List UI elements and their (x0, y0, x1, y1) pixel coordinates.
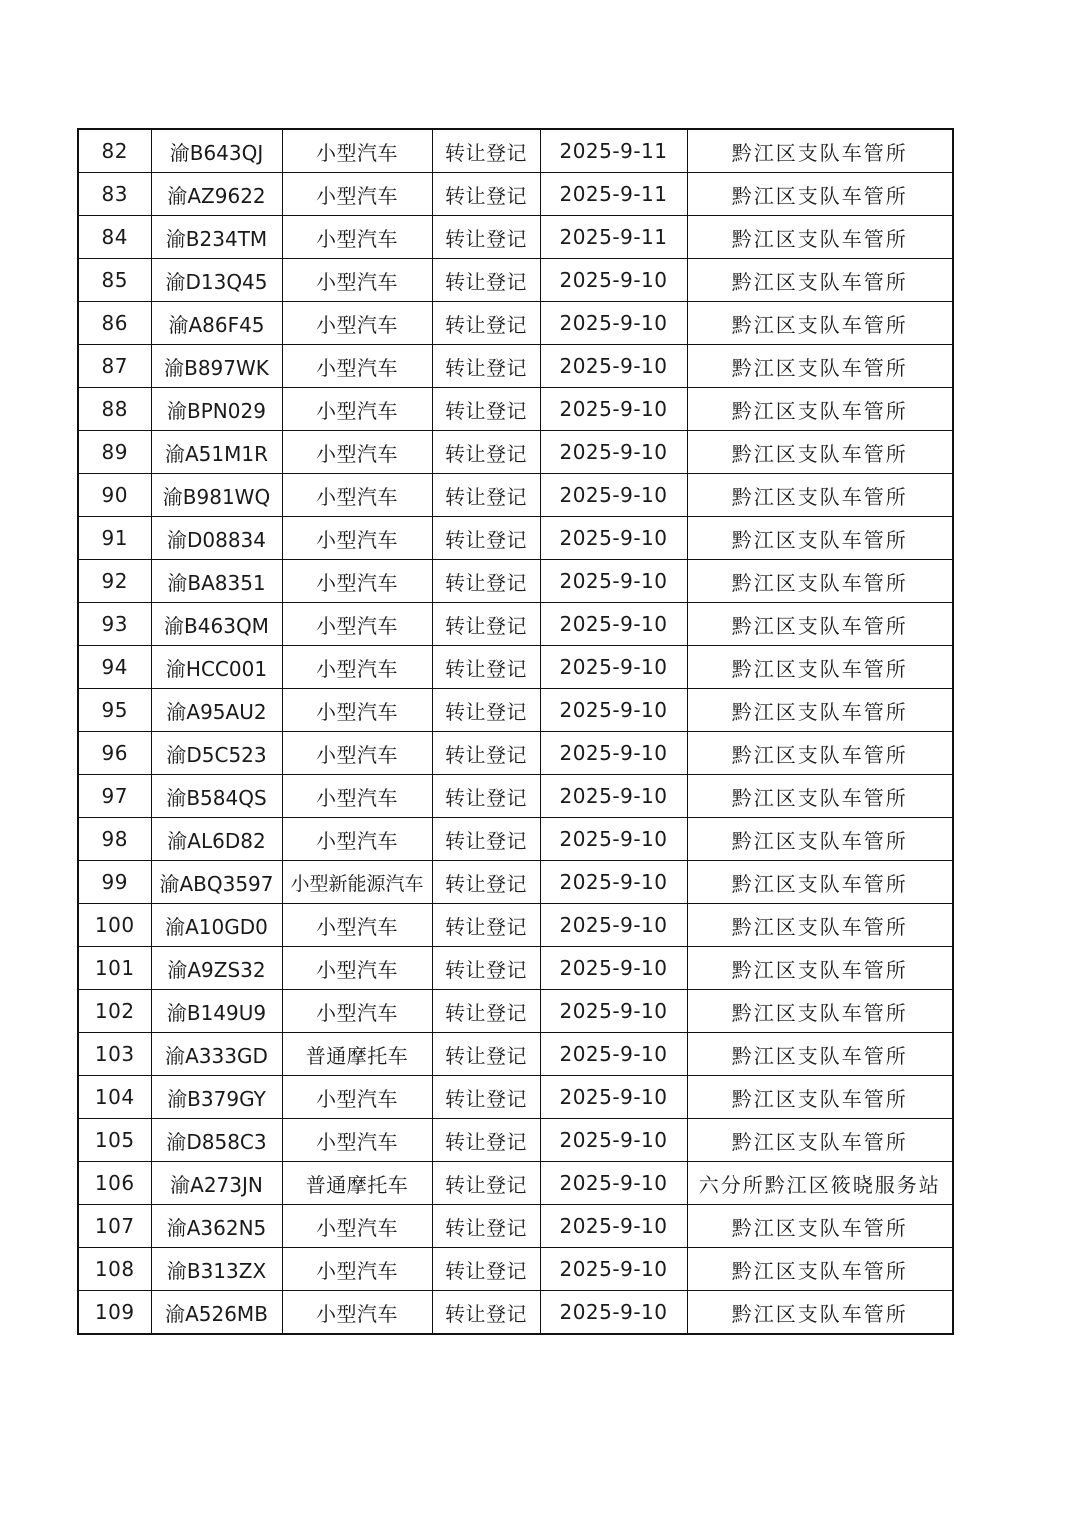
office-cell: 黔江区支队车管所 (687, 1119, 953, 1162)
business-type-cell: 转让登记 (432, 560, 540, 603)
business-type-cell: 转让登记 (432, 474, 540, 517)
date-cell: 2025-9-11 (540, 129, 687, 173)
office-cell: 黔江区支队车管所 (687, 861, 953, 904)
date-cell: 2025-9-10 (540, 732, 687, 775)
office-cell: 黔江区支队车管所 (687, 388, 953, 431)
table-row (78, 517, 953, 560)
office-cell: 黔江区支队车管所 (687, 302, 953, 345)
business-type-cell: 转让登记 (432, 1162, 540, 1205)
row-number-cell: 87 (78, 345, 151, 388)
date-cell: 2025-9-10 (540, 302, 687, 345)
plate-number-cell: 渝A95AU2 (151, 689, 282, 732)
plate-number-cell: 渝A51M1R (151, 431, 282, 474)
vehicle-type-cell: 小型汽车 (282, 947, 432, 990)
plate-number-cell: 渝D5C523 (151, 732, 282, 775)
plate-number-cell: 渝B897WK (151, 345, 282, 388)
business-type-cell: 转让登记 (432, 861, 540, 904)
plate-number-cell: 渝D858C3 (151, 1119, 282, 1162)
date-cell: 2025-9-11 (540, 173, 687, 216)
row-number-cell: 97 (78, 775, 151, 818)
table-row (78, 861, 953, 904)
table-row (78, 259, 953, 302)
row-number-cell: 88 (78, 388, 151, 431)
vehicle-type-cell: 小型汽车 (282, 603, 432, 646)
vehicle-type-cell: 小型汽车 (282, 345, 432, 388)
office-cell: 黔江区支队车管所 (687, 904, 953, 947)
vehicle-type-cell: 小型汽车 (282, 1119, 432, 1162)
office-cell: 黔江区支队车管所 (687, 474, 953, 517)
row-number-cell: 96 (78, 732, 151, 775)
date-cell: 2025-9-10 (540, 1119, 687, 1162)
plate-number-cell: 渝B981WQ (151, 474, 282, 517)
office-cell: 黔江区支队车管所 (687, 173, 953, 216)
plate-number-cell: 渝A86F45 (151, 302, 282, 345)
table-row (78, 302, 953, 345)
plate-number-cell: 渝HCC001 (151, 646, 282, 689)
business-type-cell: 转让登记 (432, 1248, 540, 1291)
date-cell: 2025-9-10 (540, 603, 687, 646)
business-type-cell: 转让登记 (432, 818, 540, 861)
plate-number-cell: 渝BA8351 (151, 560, 282, 603)
office-cell: 黔江区支队车管所 (687, 1076, 953, 1119)
row-number-cell: 82 (78, 129, 151, 173)
table-row (78, 129, 953, 173)
business-type-cell: 转让登记 (432, 216, 540, 259)
date-cell: 2025-9-10 (540, 947, 687, 990)
row-number-cell: 85 (78, 259, 151, 302)
table-row (78, 560, 953, 603)
business-type-cell: 转让登记 (432, 173, 540, 216)
office-cell: 黔江区支队车管所 (687, 775, 953, 818)
business-type-cell: 转让登记 (432, 259, 540, 302)
office-cell: 黔江区支队车管所 (687, 517, 953, 560)
table-row (78, 1162, 953, 1205)
office-cell: 黔江区支队车管所 (687, 1248, 953, 1291)
office-cell: 黔江区支队车管所 (687, 947, 953, 990)
office-cell: 黔江区支队车管所 (687, 646, 953, 689)
table-row (78, 216, 953, 259)
office-cell: 黔江区支队车管所 (687, 818, 953, 861)
office-cell: 黔江区支队车管所 (687, 1205, 953, 1248)
plate-number-cell: 渝A273JN (151, 1162, 282, 1205)
row-number-cell: 99 (78, 861, 151, 904)
date-cell: 2025-9-10 (540, 431, 687, 474)
row-number-cell: 105 (78, 1119, 151, 1162)
plate-number-cell: 渝B149U9 (151, 990, 282, 1033)
table-row (78, 775, 953, 818)
row-number-cell: 104 (78, 1076, 151, 1119)
vehicle-type-cell: 小型汽车 (282, 775, 432, 818)
registration-table (77, 128, 954, 1335)
business-type-cell: 转让登记 (432, 345, 540, 388)
date-cell: 2025-9-10 (540, 990, 687, 1033)
date-cell: 2025-9-10 (540, 560, 687, 603)
table-row (78, 689, 953, 732)
plate-number-cell: 渝B234TM (151, 216, 282, 259)
date-cell: 2025-9-10 (540, 388, 687, 431)
table-row (78, 1291, 953, 1335)
table-row (78, 345, 953, 388)
table-row (78, 1248, 953, 1291)
office-cell: 黔江区支队车管所 (687, 259, 953, 302)
row-number-cell: 90 (78, 474, 151, 517)
row-number-cell: 107 (78, 1205, 151, 1248)
vehicle-type-cell: 小型汽车 (282, 1205, 432, 1248)
date-cell: 2025-9-10 (540, 646, 687, 689)
business-type-cell: 转让登记 (432, 603, 540, 646)
vehicle-type-cell: 小型汽车 (282, 1248, 432, 1291)
row-number-cell: 86 (78, 302, 151, 345)
vehicle-type-cell: 小型汽车 (282, 818, 432, 861)
vehicle-type-cell: 小型汽车 (282, 1076, 432, 1119)
office-cell: 黔江区支队车管所 (687, 603, 953, 646)
date-cell: 2025-9-10 (540, 775, 687, 818)
row-number-cell: 102 (78, 990, 151, 1033)
row-number-cell: 91 (78, 517, 151, 560)
business-type-cell: 转让登记 (432, 1033, 540, 1076)
vehicle-type-cell: 小型汽车 (282, 474, 432, 517)
plate-number-cell: 渝AZ9622 (151, 173, 282, 216)
office-cell: 六分所黔江区筱晓服务站 (687, 1162, 953, 1205)
row-number-cell: 98 (78, 818, 151, 861)
row-number-cell: 101 (78, 947, 151, 990)
row-number-cell: 84 (78, 216, 151, 259)
row-number-cell: 109 (78, 1291, 151, 1335)
business-type-cell: 转让登记 (432, 1205, 540, 1248)
date-cell: 2025-9-10 (540, 474, 687, 517)
table-row (78, 904, 953, 947)
plate-number-cell: 渝B379GY (151, 1076, 282, 1119)
plate-number-cell: 渝D13Q45 (151, 259, 282, 302)
plate-number-cell: 渝BPN029 (151, 388, 282, 431)
date-cell: 2025-9-10 (540, 1291, 687, 1335)
plate-number-cell: 渝A10GD0 (151, 904, 282, 947)
date-cell: 2025-9-10 (540, 517, 687, 560)
office-cell: 黔江区支队车管所 (687, 560, 953, 603)
business-type-cell: 转让登记 (432, 775, 540, 818)
plate-number-cell: 渝B643QJ (151, 129, 282, 173)
office-cell: 黔江区支队车管所 (687, 1291, 953, 1335)
row-number-cell: 100 (78, 904, 151, 947)
business-type-cell: 转让登记 (432, 129, 540, 173)
plate-number-cell: 渝A362N5 (151, 1205, 282, 1248)
vehicle-type-cell: 小型汽车 (282, 990, 432, 1033)
plate-number-cell: 渝AL6D82 (151, 818, 282, 861)
table-row (78, 947, 953, 990)
business-type-cell: 转让登记 (432, 904, 540, 947)
vehicle-type-cell: 小型汽车 (282, 646, 432, 689)
date-cell: 2025-9-11 (540, 216, 687, 259)
date-cell: 2025-9-10 (540, 689, 687, 732)
business-type-cell: 转让登记 (432, 1291, 540, 1335)
plate-number-cell: 渝A9ZS32 (151, 947, 282, 990)
business-type-cell: 转让登记 (432, 517, 540, 560)
vehicle-type-cell: 普通摩托车 (282, 1033, 432, 1076)
business-type-cell: 转让登记 (432, 947, 540, 990)
business-type-cell: 转让登记 (432, 732, 540, 775)
plate-number-cell: 渝ABQ3597 (151, 861, 282, 904)
vehicle-type-cell: 小型汽车 (282, 302, 432, 345)
office-cell: 黔江区支队车管所 (687, 990, 953, 1033)
office-cell: 黔江区支队车管所 (687, 345, 953, 388)
office-cell: 黔江区支队车管所 (687, 689, 953, 732)
table-row (78, 474, 953, 517)
table-row (78, 603, 953, 646)
plate-number-cell: 渝D08834 (151, 517, 282, 560)
table-row (78, 388, 953, 431)
date-cell: 2025-9-10 (540, 1205, 687, 1248)
table-row (78, 818, 953, 861)
business-type-cell: 转让登记 (432, 431, 540, 474)
row-number-cell: 92 (78, 560, 151, 603)
table-row (78, 431, 953, 474)
business-type-cell: 转让登记 (432, 1119, 540, 1162)
vehicle-type-cell: 小型汽车 (282, 904, 432, 947)
vehicle-type-cell: 小型汽车 (282, 1291, 432, 1335)
table-body (78, 129, 953, 1334)
vehicle-type-cell: 小型汽车 (282, 129, 432, 173)
row-number-cell: 93 (78, 603, 151, 646)
vehicle-type-cell: 小型汽车 (282, 259, 432, 302)
office-cell: 黔江区支队车管所 (687, 216, 953, 259)
row-number-cell: 83 (78, 173, 151, 216)
table-row (78, 1076, 953, 1119)
table-row (78, 646, 953, 689)
table-row (78, 1119, 953, 1162)
vehicle-type-cell: 小型汽车 (282, 517, 432, 560)
business-type-cell: 转让登记 (432, 302, 540, 345)
business-type-cell: 转让登记 (432, 990, 540, 1033)
vehicle-type-cell: 小型汽车 (282, 560, 432, 603)
business-type-cell: 转让登记 (432, 1076, 540, 1119)
date-cell: 2025-9-10 (540, 1033, 687, 1076)
office-cell: 黔江区支队车管所 (687, 129, 953, 173)
row-number-cell: 108 (78, 1248, 151, 1291)
date-cell: 2025-9-10 (540, 1162, 687, 1205)
plate-number-cell: 渝A333GD (151, 1033, 282, 1076)
date-cell: 2025-9-10 (540, 818, 687, 861)
date-cell: 2025-9-10 (540, 1248, 687, 1291)
business-type-cell: 转让登记 (432, 689, 540, 732)
business-type-cell: 转让登记 (432, 646, 540, 689)
plate-number-cell: 渝B463QM (151, 603, 282, 646)
row-number-cell: 89 (78, 431, 151, 474)
plate-number-cell: 渝A526MB (151, 1291, 282, 1335)
vehicle-type-cell: 小型汽车 (282, 388, 432, 431)
office-cell: 黔江区支队车管所 (687, 732, 953, 775)
vehicle-type-cell: 普通摩托车 (282, 1162, 432, 1205)
plate-number-cell: 渝B313ZX (151, 1248, 282, 1291)
office-cell: 黔江区支队车管所 (687, 1033, 953, 1076)
row-number-cell: 95 (78, 689, 151, 732)
date-cell: 2025-9-10 (540, 259, 687, 302)
vehicle-type-cell: 小型汽车 (282, 216, 432, 259)
row-number-cell: 94 (78, 646, 151, 689)
vehicle-type-cell: 小型汽车 (282, 732, 432, 775)
date-cell: 2025-9-10 (540, 1076, 687, 1119)
vehicle-type-cell: 小型汽车 (282, 173, 432, 216)
vehicle-type-cell: 小型汽车 (282, 689, 432, 732)
office-cell: 黔江区支队车管所 (687, 431, 953, 474)
table-row (78, 732, 953, 775)
table-row (78, 990, 953, 1033)
vehicle-type-cell: 小型汽车 (282, 431, 432, 474)
table-row (78, 173, 953, 216)
vehicle-type-cell: 小型新能源汽车 (282, 861, 432, 904)
table-row (78, 1205, 953, 1248)
row-number-cell: 103 (78, 1033, 151, 1076)
plate-number-cell: 渝B584QS (151, 775, 282, 818)
date-cell: 2025-9-10 (540, 904, 687, 947)
business-type-cell: 转让登记 (432, 388, 540, 431)
row-number-cell: 106 (78, 1162, 151, 1205)
date-cell: 2025-9-10 (540, 345, 687, 388)
table-row (78, 1033, 953, 1076)
date-cell: 2025-9-10 (540, 861, 687, 904)
